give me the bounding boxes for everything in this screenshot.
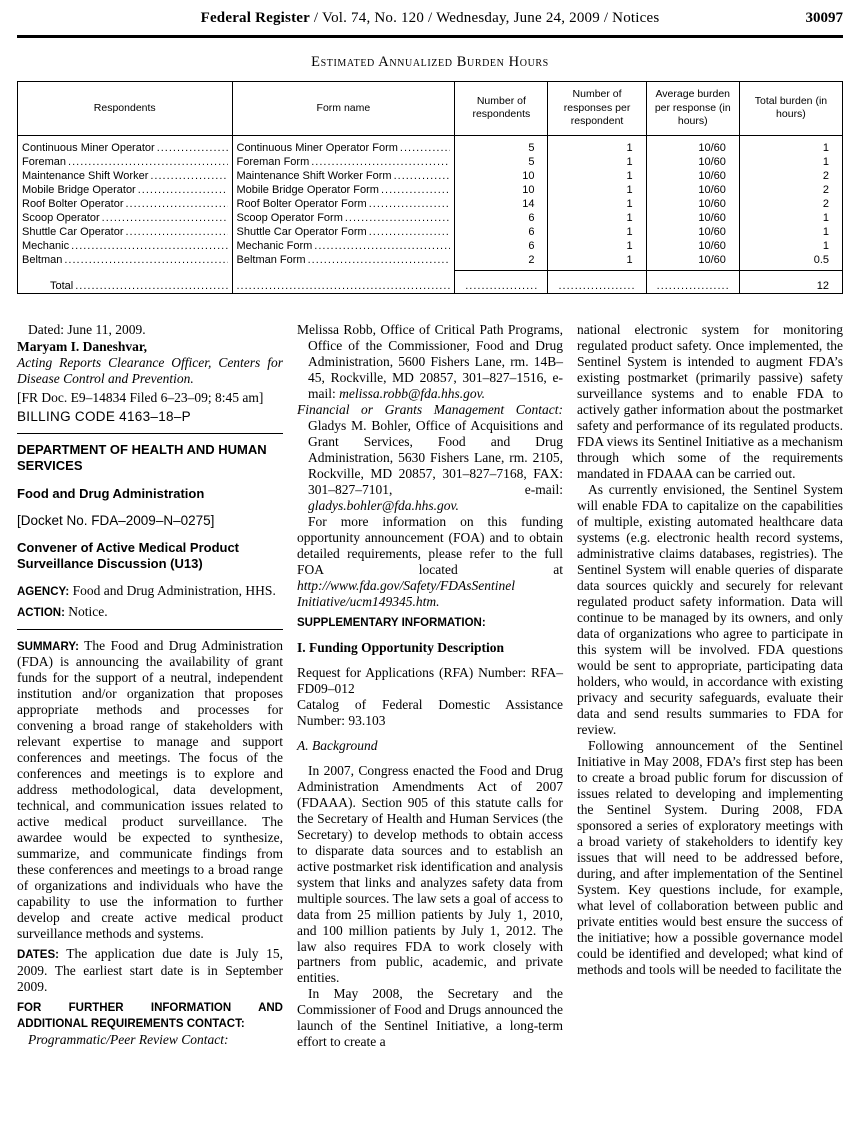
header-rule [17,35,843,38]
table-row [18,169,843,183]
text-segment: In May 2008, the Secretary and the Commissioner of Food and Drugs announced the launch of the Sentinel Initiative, a long-term effort to create a [297,986,563,1050]
total-burden-cell: 1 [739,135,842,155]
cell-text: Foreman [22,155,67,168]
form-name-cell [232,253,455,271]
background-heading [297,738,563,754]
form-name-cell [232,197,455,211]
text-segment: Notice. [64,604,108,619]
text-segment: FOR FURTHER INFORMATION AND ADDITIONAL REQUIREMENTS CONTACT: [17,1001,283,1031]
num-respondents-cell: 5 [455,155,548,169]
cell-text: Foreman Form [236,155,310,168]
dot-leader [394,169,451,183]
dot-leader [657,279,729,293]
num-respondents-cell: 10 [455,169,548,183]
total-row [18,279,843,294]
responses-per-respondent-cell: 1 [548,197,646,211]
respondent-cell [18,253,233,271]
avg-burden-cell: 10/60 [646,155,739,169]
page-number: 30097 [805,10,843,26]
num-respondents-cell: 6 [455,239,548,253]
signature-title [17,355,283,387]
cell-text: Scoop Operator [22,211,100,224]
text-segment: Financial or Grants Management Contact: [297,402,563,418]
total-burden-cell: 0.5 [739,253,842,271]
dated-line [17,322,283,338]
total-burden-cell: 1 [739,155,842,169]
notice-title [17,540,283,573]
background-para-1 [297,763,563,987]
dot-leader [369,197,451,211]
total-burden-cell: 1 [739,239,842,253]
form-name-cell [232,183,455,197]
cell-text: Mobile Bridge Operator [22,183,136,196]
respondent-cell [18,135,233,155]
department-heading [17,442,283,475]
text-segment: BILLING CODE 4163–18–P [17,409,191,425]
total-burden-cell: 1 [739,225,842,239]
dot-leader [126,197,228,211]
form-name-cell [232,225,455,239]
total-label: Total [50,280,74,293]
cell-text: Mechanic Form [236,239,313,252]
email-address: melissa.robb@fda.hhs.gov. [339,386,486,402]
dot-leader [465,279,537,293]
num-respondents-cell: 6 [455,225,548,239]
contact-heading [17,999,283,1032]
text-segment: [Docket No. FDA–2009–N–0275] [17,512,215,528]
background-para-3 [577,482,843,738]
text-segment: Dated: June 11, 2009. [28,322,146,338]
respondent-cell [18,155,233,169]
dot-leader [64,253,227,267]
dot-leader [308,253,451,267]
dot-leader [68,155,227,169]
num-respondents-cell: 10 [455,183,548,197]
avg-burden-cell: 10/60 [646,253,739,271]
dot-leader [381,183,450,197]
dot-leader [126,225,228,239]
total-burden-cell: 2 [739,169,842,183]
cell-text: Beltman Form [236,253,306,266]
cell-text: Scoop Operator Form [236,211,343,224]
cell-text: Shuttle Car Operator Form [236,225,367,238]
responses-per-respondent-cell: 1 [548,155,646,169]
responses-per-respondent-cell: 1 [548,135,646,155]
text-segment: SUPPLEMENTARY INFORMATION: [297,617,486,630]
table-row [18,225,843,239]
cell-text: Roof Bolter Operator [22,197,124,210]
dot-leader [157,141,228,155]
text-segment: AGENCY: [17,586,70,599]
num-respondents-cell: 2 [455,253,548,271]
table-row [18,183,843,197]
section-divider [17,433,283,434]
journal-name: Federal Register [200,10,310,26]
text-segment: ACTION: [17,607,65,619]
responses-per-respondent-cell: 1 [548,253,646,271]
respondent-cell [18,239,233,253]
contact-financial [297,402,563,514]
section-heading-funding [297,640,563,656]
dot-leader [558,279,635,293]
form-name-cell [232,211,455,225]
dates-para [17,946,283,995]
responses-per-respondent-cell: 1 [548,169,646,183]
text-column-2 [297,322,563,1050]
responses-per-respondent-cell: 1 [548,183,646,197]
foa-info-para [297,514,563,610]
responses-per-respondent-cell: 1 [548,225,646,239]
text-segment: As currently envisioned, the Sentinel System will enable FDA to capitalize on the capabilities of multiple, existing automated healthcare data systems (e.g. electronic health record systems, administrative claims databases, registries). The Sentinel System will enable queries of disparate data sources quickly and securely for relevant regulated product safety information. Data will continue to be managed by its owners, and only data of organizations who agree to participate in this system will be involved. FDA questions would be sent to appropriate, participating data holders, who would, in accordance with existing privacy and security safeguards, evaluate their data and send results summaries to FDA for review. [577,482,843,738]
contact-lead [17,1032,283,1048]
table-row [18,197,843,211]
contact-programmatic [297,322,563,402]
fr-doc-line [17,390,283,406]
background-para-2-cont [577,322,843,482]
form-name-cell [232,155,455,169]
url-text: http://www.fda.gov/Safety/FDAsSentinel Initiative/ucm149345.htm. [297,578,515,610]
dot-leader [314,239,450,253]
text-segment: [FR Doc. E9–14834 Filed 6–23–09; 8:45 am] [17,390,264,406]
avg-burden-cell: 10/60 [646,239,739,253]
respondent-cell [18,169,233,183]
responses-per-respondent-cell: 1 [548,239,646,253]
cell-text: Continuous Miner Operator Form [236,141,398,154]
signature-name [17,339,283,355]
avg-burden-cell: 10/60 [646,225,739,239]
burden-table-body [18,135,843,270]
respondent-cell [18,183,233,197]
dot-leader [102,211,228,225]
text-segment: I. Funding Opportunity Description [297,639,505,655]
total-value: 12 [739,279,842,294]
burden-table-section [17,54,843,294]
table-row [18,239,843,253]
form-name-cell [232,169,455,183]
cell-text: Shuttle Car Operator [22,225,124,238]
summary-para [17,638,283,942]
responses-per-respondent-cell: 1 [548,211,646,225]
avg-burden-cell: 10/60 [646,211,739,225]
avg-burden-cell: 10/60 [646,135,739,155]
cell-text: Roof Bolter Operator Form [236,197,367,210]
subtotal-rule-row [18,270,843,279]
dot-leader [71,239,227,253]
cfda-number [297,697,563,729]
text-segment: For more information on this funding opportunity announcement (FOA) and to obtain detailed requirements, please refer to the full FOA located at [297,514,563,578]
num-respondents-cell: 14 [455,197,548,211]
text-segment: Request for Applications (RFA) Number: RFA–FD09–012 [297,664,563,696]
burden-table [17,81,843,294]
dot-leader [345,211,450,225]
running-head [17,10,843,32]
docket-number [17,513,283,529]
table-row [18,211,843,225]
respondent-cell [18,197,233,211]
article-columns [17,322,843,1050]
column-header: Average burden per response (in hours) [646,82,739,136]
total-label-cell [18,279,233,294]
column-header: Respondents [18,82,233,136]
table-row [18,253,843,271]
total-burden-cell: 1 [739,211,842,225]
cell-text: Continuous Miner Operator [22,141,155,154]
cell-text: Maintenance Shift Worker Form [236,169,392,182]
dot-leader [369,225,451,239]
column-header: Number of respondents [455,82,548,136]
text-segment: In 2007, Congress enacted the Food and Drug Administration Amendments Act of 2007 (FDAAA). Section 905 of this statute calls for the Secretary of Health and Human Services (the Secretary) to develop methods to obtain access to disparate data sources and to establish an active postmarket risk identification and analysis system that links and analyzes safety data from multiple sources. The law sets a goal of access to data from 25 million patients by July 1, 2010, and 100 million patients by July 1, 2012. The law also requires FDA to work closely with partners from public, academic, and private entities. [297,762,563,986]
dot-leader [400,141,450,155]
cell-text: Beltman [22,253,63,266]
text-segment: Convener of Active Medical Product Surveillance Discussion (U13) [17,539,240,572]
table-row [18,135,843,155]
action-line [17,604,283,621]
table-row [18,155,843,169]
agency-heading [17,486,283,502]
background-para-4 [577,738,843,978]
text-segment: SUMMARY: [17,640,79,653]
column-header: Form name [232,82,455,136]
section-divider [17,629,283,630]
table-title: Estimated Annualized Burden Hours [311,54,549,70]
agency-line [17,583,283,600]
cell-text: Maintenance Shift Worker [22,169,149,182]
respondent-cell [18,211,233,225]
text-segment: Following announcement of the Sentinel Initiative in May 2008, FDA’s first step has been to create a broad public forum for discussion of issues related to developing and implementing the Sentinel System. During 2008, FDA sponsored a series of exploratory meetings with a broad variety of stakeholders to identify key issues that will need to be addressed before, during, and after implementation of the Sentinel System. Key questions include, for example, what level of collaboration between public and private entities would best ensure the success of the initiative; how a possible governance model could be identified and developed; what kind of methods and tools will be needed to facilitate the [577,738,843,977]
text-segment: Catalog of Federal Domestic Assistance Number: 93.103 [297,696,563,728]
form-name-cell [232,239,455,253]
text-column-3 [577,322,843,1050]
text-segment: DEPARTMENT OF HEALTH AND HUMAN SERVICES [17,442,267,474]
text-segment: A. Background [297,737,378,753]
dot-leader [138,183,228,197]
column-header: Total burden (in hours) [739,82,842,136]
text-segment: Acting Reports Clearance Officer, Centers for Disease Control and Prevention. [17,354,283,386]
supplementary-heading [297,614,563,631]
text-segment: national electronic system for monitoring regulated product safety. Once implemented, the Sentinel System is intended to augment FDA’s existing postmarket (primarily passive) safety surveillance systems and to enable FDA to actively gather information about the postmarket safety and performance of its regulated products. FDA views its Sentinel Initiative as a mechanism through which some of the requirements mandated in FDAAA can be carried out. [577,322,843,482]
rfa-number [297,665,563,697]
avg-burden-cell: 10/60 [646,197,739,211]
text-segment: Food and Drug Administration, HHS. [69,583,276,599]
total-burden-cell: 2 [739,183,842,197]
issue-info: / Vol. 74, No. 120 / Wednesday, June 24, 2009 / Notices [309,10,660,26]
form-name-cell [232,135,455,155]
burden-table-header-row [18,82,843,136]
email-address: gladys.bohler@fda.hhs.gov. [308,498,459,514]
dot-leader [237,279,451,293]
total-burden-cell: 2 [739,197,842,211]
text-segment: Gladys M. Bohler, Office of Acquisitions and Grant Services, Food and Drug Administration, 5630 Fishers Lane, rm. 2105, Rockville, MD 20857, 301–827–7168, FAX: 301–827–7101, e-mail: [308,418,563,498]
background-para-2 [297,986,563,1050]
text-segment: Food and Drug Administration [17,485,205,501]
text-segment: The Food and Drug Administration (FDA) is announcing the availability of grant funds for the support of a neutral, independent institution and/or organization that proposes appropriate methods and processes for convening a broad range of stakeholders with relevant expertise to manage and support conferences and meetings. The focus of the conferences and meetings is to explore and address methodological, data development, technical, and communication issues related to active medical product surveillance. The awardee would be expected to synthesize, summarize, and communicate findings from these conferences and meetings to a broad range of organizations and individuals who have the capability to use the information to further develop and create active medical product surveillance methods and systems. [17,637,283,941]
column-header: Number of responses per respondent [548,82,646,136]
avg-burden-cell: 10/60 [646,169,739,183]
text-segment: Maryam I. Daneshvar, [17,338,147,354]
text-column-1 [17,322,283,1050]
text-segment: The application due date is July 15, 2009. The earliest start date is in September 2009. [17,945,283,994]
avg-burden-cell: 10/60 [646,183,739,197]
text-segment: DATES: [17,948,59,961]
dot-leader [311,155,450,169]
text-segment: Melissa Robb, Office of Critical Path Programs, Office of the Commissioner, Food and Drug Administration, 5600 Fishers Lane, rm. 14B–45, Rockville, MD 20857, 301–827–1516, e-mail: [297,322,563,402]
cell-text: Mobile Bridge Operator Form [236,183,379,196]
cell-text: Mechanic [22,239,70,252]
text-segment: Programmatic/Peer Review Contact: [28,1031,229,1047]
respondent-cell [18,225,233,239]
billing-code [17,409,283,425]
running-head-title [17,10,843,27]
dot-leader [75,279,227,293]
num-respondents-cell: 6 [455,211,548,225]
num-respondents-cell: 5 [455,135,548,155]
dot-leader [150,169,227,183]
